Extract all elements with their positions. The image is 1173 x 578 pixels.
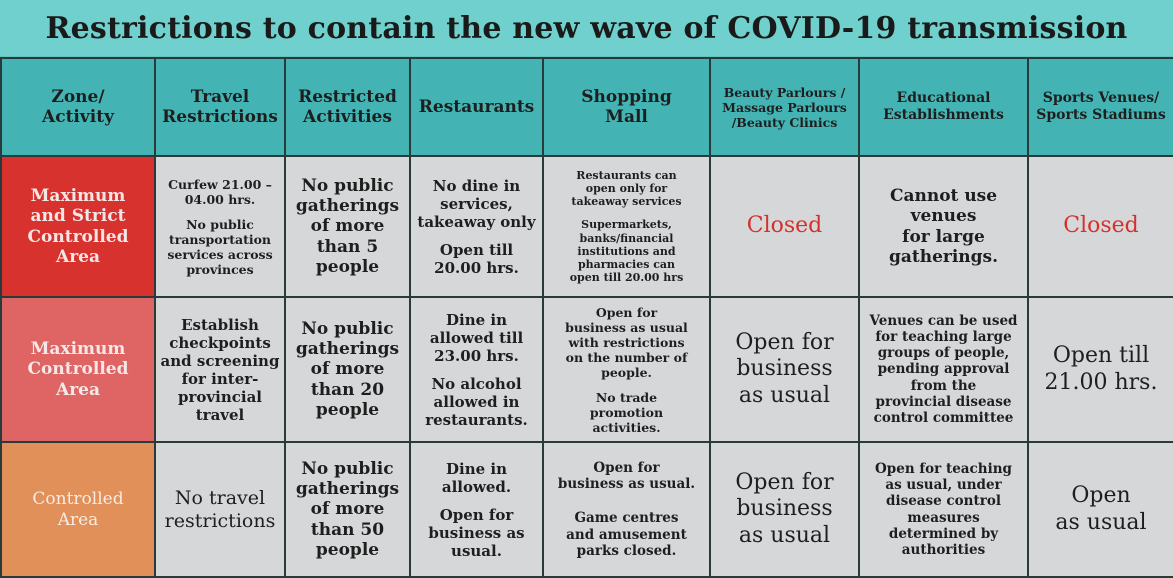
zone-cell: Maximum and Strict Controlled Area: [1, 156, 155, 297]
restricted-cell: No public gatherings of more than 50 people: [285, 442, 410, 577]
restaurants-text-b: Open till 20.00 hrs.: [434, 240, 519, 277]
header-beauty: Beauty Parlours / Massage Parlours /Beauty Clinics: [710, 58, 859, 156]
mall-text-a: Restaurants can open only for takeaway services: [571, 168, 682, 209]
header-mall: Shopping Mall: [543, 58, 710, 156]
mall-text-a: Open for business as usual with restrictions on the number of people.: [565, 304, 688, 380]
restaurants-cell: [410, 442, 543, 577]
sports-cell: Open as usual: [1028, 442, 1173, 577]
restaurants-text-a: Dine in allowed till 23.00 hrs.: [429, 310, 524, 365]
zone-cell: Controlled Area: [1, 442, 155, 577]
mall-text-b: Supermarkets, banks/financial institutions and pharmacies can open till 20.00 hrs: [569, 218, 684, 285]
education-cell: Open for teaching as usual, under disease control measures determined by authorities: [859, 442, 1028, 577]
restaurants-text-a: No dine in services, takeaway only: [417, 176, 536, 231]
mall-cell: [543, 442, 710, 577]
travel-text-a: Curfew 21.00 – 04.00 hrs.: [168, 176, 272, 207]
restaurants-text-a: Dine in allowed.: [441, 459, 512, 496]
travel-cell: Establish checkpoints and screening for inter- provincial travel: [155, 297, 285, 442]
sports-cell: Open till 21.00 hrs.: [1028, 297, 1173, 442]
beauty-cell: Closed: [710, 156, 859, 297]
travel-text-b: No public transportation services across provinces: [167, 216, 273, 277]
header-travel: Travel Restrictions: [155, 58, 285, 156]
mall-cell: [543, 297, 710, 442]
header-education: Educational Establishments: [859, 58, 1028, 156]
mall-text-a: Open for business as usual.: [557, 460, 696, 493]
header-restaurants: Restaurants: [410, 58, 543, 156]
zone-cell: Maximum Controlled Area: [1, 297, 155, 442]
restricted-cell: No public gatherings of more than 20 people: [285, 297, 410, 442]
restricted-cell: No public gatherings of more than 5 people: [285, 156, 410, 297]
travel-cell: [155, 156, 285, 297]
education-cell: Cannot use venues for large gatherings.: [859, 156, 1028, 297]
header-restricted: Restricted Activities: [285, 58, 410, 156]
header-sports: Sports Venues/ Sports Stadiums: [1028, 58, 1173, 156]
mall-text-b: No trade promotion activities.: [589, 389, 664, 435]
restaurants-cell: [410, 156, 543, 297]
mall-cell: [543, 156, 710, 297]
restrictions-table: [0, 57, 1173, 578]
travel-cell: No travel restrictions: [155, 442, 285, 577]
restaurants-text-b: Open for business as usual.: [428, 505, 525, 560]
header-zone: Zone/ Activity: [1, 58, 155, 156]
education-cell: Venues can be used for teaching large groups of people, pending approval from the provincial disease control committee: [859, 297, 1028, 442]
mall-text-b: Game centres and amusement parks closed.: [566, 510, 687, 559]
beauty-cell: Open for business as usual: [710, 442, 859, 577]
sports-cell: Closed: [1028, 156, 1173, 297]
title-bar: [0, 0, 1173, 56]
table-row: [1, 297, 1173, 442]
beauty-cell: Open for business as usual: [710, 297, 859, 442]
restaurants-text-b: No alcohol allowed in restaurants.: [425, 374, 528, 429]
table-row: [1, 442, 1173, 577]
header-row: [1, 58, 1173, 156]
table-row: [1, 156, 1173, 297]
page-title: Restrictions to contain the new wave of COVID-19 transmission: [45, 10, 1128, 46]
restaurants-cell: [410, 297, 543, 442]
